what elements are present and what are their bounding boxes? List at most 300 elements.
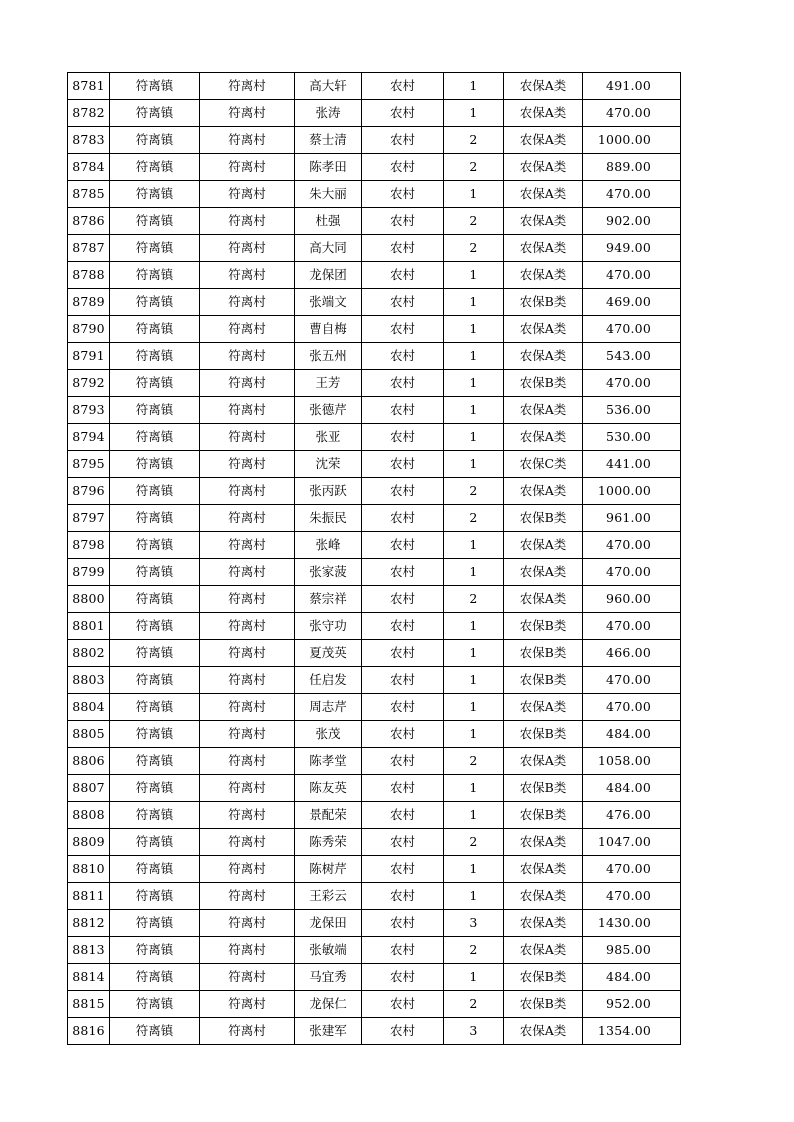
table-row	[68, 910, 681, 937]
cell-amount: 469.00	[583, 289, 681, 316]
cell-village: 符离村	[200, 505, 295, 532]
cell-household-count: 2	[444, 829, 504, 856]
cell-row-number: 8789	[68, 289, 110, 316]
cell-household-count: 2	[444, 991, 504, 1018]
cell-amount: 470.00	[583, 262, 681, 289]
cell-row-number: 8807	[68, 775, 110, 802]
cell-insurance-type: 农保A类	[504, 829, 583, 856]
cell-amount: 484.00	[583, 721, 681, 748]
cell-insurance-type: 农保A类	[504, 748, 583, 775]
cell-category: 农村	[362, 505, 444, 532]
cell-insurance-type: 农保B类	[504, 991, 583, 1018]
cell-row-number: 8809	[68, 829, 110, 856]
cell-insurance-type: 农保A类	[504, 154, 583, 181]
cell-category: 农村	[362, 154, 444, 181]
cell-insurance-type: 农保A类	[504, 937, 583, 964]
cell-name: 龙保团	[295, 262, 362, 289]
cell-town: 符离镇	[110, 505, 200, 532]
cell-town: 符离镇	[110, 559, 200, 586]
cell-amount: 530.00	[583, 424, 681, 451]
cell-name: 曹自梅	[295, 316, 362, 343]
cell-row-number: 8794	[68, 424, 110, 451]
cell-village: 符离村	[200, 127, 295, 154]
cell-insurance-type: 农保B类	[504, 640, 583, 667]
cell-category: 农村	[362, 802, 444, 829]
cell-village: 符离村	[200, 235, 295, 262]
table-row	[68, 478, 681, 505]
cell-town: 符离镇	[110, 910, 200, 937]
cell-household-count: 1	[444, 613, 504, 640]
table-row	[68, 694, 681, 721]
cell-name: 蔡宗祥	[295, 586, 362, 613]
cell-insurance-type: 农保A类	[504, 73, 583, 100]
cell-household-count: 1	[444, 883, 504, 910]
cell-row-number: 8814	[68, 964, 110, 991]
table-row	[68, 748, 681, 775]
cell-name: 朱大丽	[295, 181, 362, 208]
cell-household-count: 2	[444, 937, 504, 964]
cell-insurance-type: 农保A类	[504, 532, 583, 559]
cell-amount: 491.00	[583, 73, 681, 100]
cell-village: 符离村	[200, 154, 295, 181]
cell-town: 符离镇	[110, 721, 200, 748]
cell-household-count: 1	[444, 775, 504, 802]
cell-village: 符离村	[200, 586, 295, 613]
cell-amount: 1000.00	[583, 127, 681, 154]
cell-household-count: 2	[444, 478, 504, 505]
cell-insurance-type: 农保A类	[504, 127, 583, 154]
cell-amount: 484.00	[583, 964, 681, 991]
cell-village: 符离村	[200, 73, 295, 100]
cell-village: 符离村	[200, 316, 295, 343]
table-row	[68, 883, 681, 910]
cell-town: 符离镇	[110, 262, 200, 289]
cell-village: 符离村	[200, 181, 295, 208]
cell-household-count: 1	[444, 73, 504, 100]
cell-town: 符离镇	[110, 424, 200, 451]
cell-amount: 961.00	[583, 505, 681, 532]
cell-village: 符离村	[200, 829, 295, 856]
cell-amount: 470.00	[583, 181, 681, 208]
cell-town: 符离镇	[110, 829, 200, 856]
cell-insurance-type: 农保A类	[504, 100, 583, 127]
cell-row-number: 8798	[68, 532, 110, 559]
cell-amount: 902.00	[583, 208, 681, 235]
cell-category: 农村	[362, 667, 444, 694]
table-row	[68, 370, 681, 397]
table-row	[68, 343, 681, 370]
cell-name: 蔡士清	[295, 127, 362, 154]
cell-household-count: 1	[444, 343, 504, 370]
table-row	[68, 424, 681, 451]
table-row	[68, 721, 681, 748]
table-row	[68, 532, 681, 559]
cell-row-number: 8784	[68, 154, 110, 181]
cell-row-number: 8812	[68, 910, 110, 937]
cell-town: 符离镇	[110, 208, 200, 235]
cell-amount: 470.00	[583, 694, 681, 721]
cell-name: 陈树芹	[295, 856, 362, 883]
table-row	[68, 208, 681, 235]
cell-amount: 1430.00	[583, 910, 681, 937]
cell-name: 龙保田	[295, 910, 362, 937]
cell-town: 符离镇	[110, 127, 200, 154]
table-row	[68, 802, 681, 829]
cell-row-number: 8806	[68, 748, 110, 775]
cell-category: 农村	[362, 127, 444, 154]
cell-amount: 470.00	[583, 100, 681, 127]
cell-row-number: 8783	[68, 127, 110, 154]
cell-insurance-type: 农保A类	[504, 181, 583, 208]
cell-town: 符离镇	[110, 478, 200, 505]
cell-insurance-type: 农保B类	[504, 613, 583, 640]
cell-insurance-type: 农保A类	[504, 559, 583, 586]
cell-town: 符离镇	[110, 991, 200, 1018]
cell-town: 符离镇	[110, 748, 200, 775]
cell-name: 高大轩	[295, 73, 362, 100]
table-row	[68, 640, 681, 667]
cell-category: 农村	[362, 586, 444, 613]
cell-category: 农村	[362, 208, 444, 235]
cell-town: 符离镇	[110, 397, 200, 424]
cell-village: 符离村	[200, 910, 295, 937]
cell-name: 景配荣	[295, 802, 362, 829]
cell-insurance-type: 农保B类	[504, 721, 583, 748]
cell-insurance-type: 农保B类	[504, 505, 583, 532]
cell-household-count: 1	[444, 532, 504, 559]
cell-row-number: 8811	[68, 883, 110, 910]
table-row	[68, 559, 681, 586]
cell-name: 高大同	[295, 235, 362, 262]
table-row	[68, 667, 681, 694]
cell-insurance-type: 农保B类	[504, 667, 583, 694]
table-row	[68, 235, 681, 262]
cell-household-count: 2	[444, 505, 504, 532]
cell-insurance-type: 农保B类	[504, 775, 583, 802]
cell-category: 农村	[362, 235, 444, 262]
cell-insurance-type: 农保A类	[504, 856, 583, 883]
table-row	[68, 505, 681, 532]
cell-household-count: 1	[444, 856, 504, 883]
cell-household-count: 1	[444, 316, 504, 343]
cell-category: 农村	[362, 73, 444, 100]
cell-household-count: 2	[444, 235, 504, 262]
table-row	[68, 181, 681, 208]
cell-village: 符离村	[200, 937, 295, 964]
cell-village: 符离村	[200, 721, 295, 748]
cell-amount: 543.00	[583, 343, 681, 370]
cell-household-count: 1	[444, 397, 504, 424]
cell-row-number: 8786	[68, 208, 110, 235]
cell-category: 农村	[362, 775, 444, 802]
cell-name: 张家菠	[295, 559, 362, 586]
cell-category: 农村	[362, 910, 444, 937]
cell-village: 符离村	[200, 397, 295, 424]
cell-category: 农村	[362, 613, 444, 640]
cell-village: 符离村	[200, 451, 295, 478]
cell-name: 王彩云	[295, 883, 362, 910]
cell-amount: 470.00	[583, 613, 681, 640]
cell-category: 农村	[362, 964, 444, 991]
cell-insurance-type: 农保B类	[504, 964, 583, 991]
cell-village: 符离村	[200, 262, 295, 289]
cell-household-count: 1	[444, 964, 504, 991]
cell-category: 农村	[362, 721, 444, 748]
cell-household-count: 1	[444, 181, 504, 208]
cell-category: 农村	[362, 856, 444, 883]
cell-town: 符离镇	[110, 667, 200, 694]
cell-insurance-type: 农保A类	[504, 262, 583, 289]
cell-village: 符离村	[200, 478, 295, 505]
cell-town: 符离镇	[110, 370, 200, 397]
cell-row-number: 8800	[68, 586, 110, 613]
cell-amount: 470.00	[583, 316, 681, 343]
cell-category: 农村	[362, 1018, 444, 1045]
cell-row-number: 8785	[68, 181, 110, 208]
cell-household-count: 1	[444, 721, 504, 748]
cell-amount: 1354.00	[583, 1018, 681, 1045]
cell-town: 符离镇	[110, 100, 200, 127]
cell-village: 符离村	[200, 991, 295, 1018]
cell-household-count: 2	[444, 154, 504, 181]
cell-category: 农村	[362, 397, 444, 424]
cell-category: 农村	[362, 100, 444, 127]
cell-category: 农村	[362, 694, 444, 721]
cell-row-number: 8782	[68, 100, 110, 127]
cell-insurance-type: 农保A类	[504, 478, 583, 505]
cell-household-count: 3	[444, 910, 504, 937]
cell-town: 符离镇	[110, 964, 200, 991]
cell-town: 符离镇	[110, 289, 200, 316]
cell-town: 符离镇	[110, 343, 200, 370]
cell-category: 农村	[362, 289, 444, 316]
cell-household-count: 1	[444, 424, 504, 451]
cell-name: 张敏端	[295, 937, 362, 964]
cell-village: 符离村	[200, 856, 295, 883]
cell-row-number: 8791	[68, 343, 110, 370]
cell-insurance-type: 农保A类	[504, 883, 583, 910]
cell-household-count: 2	[444, 586, 504, 613]
cell-category: 农村	[362, 532, 444, 559]
cell-name: 张涛	[295, 100, 362, 127]
cell-village: 符离村	[200, 343, 295, 370]
cell-household-count: 1	[444, 370, 504, 397]
cell-household-count: 1	[444, 451, 504, 478]
cell-amount: 470.00	[583, 667, 681, 694]
cell-town: 符离镇	[110, 154, 200, 181]
cell-town: 符离镇	[110, 235, 200, 262]
cell-amount: 470.00	[583, 856, 681, 883]
cell-village: 符离村	[200, 640, 295, 667]
table-row	[68, 829, 681, 856]
cell-name: 陈孝田	[295, 154, 362, 181]
table-row	[68, 775, 681, 802]
cell-town: 符离镇	[110, 451, 200, 478]
table-row	[68, 73, 681, 100]
cell-town: 符离镇	[110, 640, 200, 667]
cell-village: 符离村	[200, 775, 295, 802]
cell-town: 符离镇	[110, 1018, 200, 1045]
cell-town: 符离镇	[110, 883, 200, 910]
cell-row-number: 8787	[68, 235, 110, 262]
cell-household-count: 2	[444, 127, 504, 154]
cell-village: 符离村	[200, 694, 295, 721]
cell-household-count: 2	[444, 748, 504, 775]
cell-village: 符离村	[200, 613, 295, 640]
cell-row-number: 8804	[68, 694, 110, 721]
cell-row-number: 8796	[68, 478, 110, 505]
cell-name: 陈孝堂	[295, 748, 362, 775]
cell-name: 任启发	[295, 667, 362, 694]
cell-amount: 484.00	[583, 775, 681, 802]
cell-name: 张建军	[295, 1018, 362, 1045]
table-row	[68, 262, 681, 289]
cell-row-number: 8799	[68, 559, 110, 586]
cell-category: 农村	[362, 883, 444, 910]
cell-category: 农村	[362, 262, 444, 289]
cell-amount: 889.00	[583, 154, 681, 181]
cell-town: 符离镇	[110, 613, 200, 640]
cell-name: 朱振民	[295, 505, 362, 532]
cell-category: 农村	[362, 478, 444, 505]
cell-row-number: 8793	[68, 397, 110, 424]
cell-name: 张丙跃	[295, 478, 362, 505]
cell-town: 符离镇	[110, 532, 200, 559]
cell-household-count: 1	[444, 694, 504, 721]
table-body	[68, 73, 681, 1045]
cell-amount: 1047.00	[583, 829, 681, 856]
cell-category: 农村	[362, 991, 444, 1018]
cell-village: 符离村	[200, 370, 295, 397]
cell-town: 符离镇	[110, 181, 200, 208]
cell-village: 符离村	[200, 802, 295, 829]
cell-insurance-type: 农保A类	[504, 910, 583, 937]
table-row	[68, 127, 681, 154]
cell-insurance-type: 农保A类	[504, 343, 583, 370]
cell-insurance-type: 农保A类	[504, 424, 583, 451]
cell-insurance-type: 农保A类	[504, 316, 583, 343]
cell-row-number: 8815	[68, 991, 110, 1018]
cell-amount: 470.00	[583, 532, 681, 559]
cell-category: 农村	[362, 451, 444, 478]
cell-row-number: 8816	[68, 1018, 110, 1045]
cell-village: 符离村	[200, 1018, 295, 1045]
cell-town: 符离镇	[110, 73, 200, 100]
cell-town: 符离镇	[110, 775, 200, 802]
cell-name: 张端文	[295, 289, 362, 316]
data-table	[67, 72, 681, 1045]
cell-row-number: 8797	[68, 505, 110, 532]
cell-town: 符离镇	[110, 856, 200, 883]
cell-household-count: 1	[444, 262, 504, 289]
cell-row-number: 8805	[68, 721, 110, 748]
cell-town: 符离镇	[110, 937, 200, 964]
table-row	[68, 613, 681, 640]
cell-village: 符离村	[200, 559, 295, 586]
cell-name: 张亚	[295, 424, 362, 451]
cell-amount: 949.00	[583, 235, 681, 262]
cell-household-count: 2	[444, 208, 504, 235]
cell-row-number: 8781	[68, 73, 110, 100]
cell-row-number: 8808	[68, 802, 110, 829]
cell-category: 农村	[362, 343, 444, 370]
cell-amount: 1000.00	[583, 478, 681, 505]
table-row	[68, 856, 681, 883]
cell-town: 符离镇	[110, 586, 200, 613]
cell-village: 符离村	[200, 208, 295, 235]
cell-category: 农村	[362, 424, 444, 451]
cell-row-number: 8790	[68, 316, 110, 343]
cell-amount: 466.00	[583, 640, 681, 667]
cell-name: 陈友英	[295, 775, 362, 802]
cell-amount: 476.00	[583, 802, 681, 829]
cell-household-count: 1	[444, 667, 504, 694]
cell-name: 马宜秀	[295, 964, 362, 991]
table-row	[68, 154, 681, 181]
table-row	[68, 451, 681, 478]
table-row	[68, 397, 681, 424]
cell-category: 农村	[362, 370, 444, 397]
cell-village: 符离村	[200, 964, 295, 991]
cell-name: 杜强	[295, 208, 362, 235]
cell-category: 农村	[362, 937, 444, 964]
cell-category: 农村	[362, 829, 444, 856]
table-row	[68, 991, 681, 1018]
cell-row-number: 8795	[68, 451, 110, 478]
cell-name: 夏茂英	[295, 640, 362, 667]
cell-amount: 536.00	[583, 397, 681, 424]
cell-name: 龙保仁	[295, 991, 362, 1018]
cell-amount: 960.00	[583, 586, 681, 613]
cell-insurance-type: 农保A类	[504, 694, 583, 721]
cell-village: 符离村	[200, 289, 295, 316]
cell-household-count: 1	[444, 640, 504, 667]
cell-row-number: 8802	[68, 640, 110, 667]
table-row	[68, 1018, 681, 1045]
cell-row-number: 8803	[68, 667, 110, 694]
cell-row-number: 8810	[68, 856, 110, 883]
cell-village: 符离村	[200, 424, 295, 451]
cell-row-number: 8813	[68, 937, 110, 964]
cell-village: 符离村	[200, 100, 295, 127]
cell-row-number: 8801	[68, 613, 110, 640]
cell-name: 张五州	[295, 343, 362, 370]
cell-amount: 470.00	[583, 370, 681, 397]
cell-insurance-type: 农保A类	[504, 1018, 583, 1045]
cell-name: 张守功	[295, 613, 362, 640]
cell-village: 符离村	[200, 667, 295, 694]
cell-household-count: 1	[444, 802, 504, 829]
cell-household-count: 1	[444, 100, 504, 127]
cell-amount: 441.00	[583, 451, 681, 478]
cell-household-count: 1	[444, 289, 504, 316]
cell-category: 农村	[362, 181, 444, 208]
cell-name: 陈秀荣	[295, 829, 362, 856]
cell-category: 农村	[362, 640, 444, 667]
cell-row-number: 8788	[68, 262, 110, 289]
cell-name: 张德芹	[295, 397, 362, 424]
cell-household-count: 3	[444, 1018, 504, 1045]
cell-name: 张峰	[295, 532, 362, 559]
cell-town: 符离镇	[110, 802, 200, 829]
cell-amount: 470.00	[583, 883, 681, 910]
cell-insurance-type: 农保B类	[504, 802, 583, 829]
cell-town: 符离镇	[110, 316, 200, 343]
cell-amount: 1058.00	[583, 748, 681, 775]
cell-name: 王芳	[295, 370, 362, 397]
cell-name: 沈荣	[295, 451, 362, 478]
cell-amount: 470.00	[583, 559, 681, 586]
